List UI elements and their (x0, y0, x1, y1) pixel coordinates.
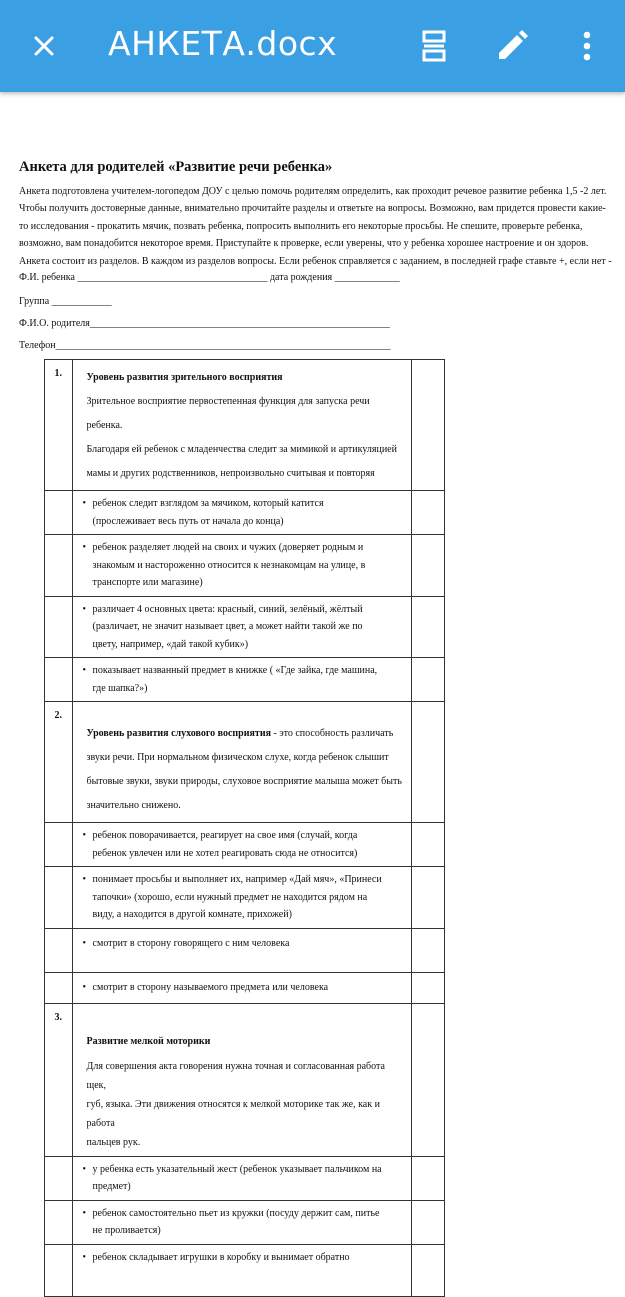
question-cell (72, 973, 412, 1004)
table-row (45, 596, 445, 658)
table-row (45, 823, 445, 867)
answer-cell[interactable] (412, 360, 445, 491)
bullet: • (82, 542, 87, 553)
parent-name-field: Ф.И.О. родителя____________________________________________________________ (19, 318, 390, 329)
question-cell (72, 1244, 412, 1297)
table-row (45, 1156, 445, 1200)
section-heading-line (87, 722, 404, 746)
question-line: транспорте или магазине) (92, 577, 203, 588)
answer-cell[interactable] (412, 658, 445, 702)
question-line: виду, а находится в другой комнате, прихожей) (92, 909, 292, 920)
intro-line: Чтобы получить достоверные данные, внимательно прочитайте разделы и ответьте на вопросы. Возможно, вам придется провести какие- (19, 203, 606, 215)
bullet: • (82, 937, 87, 949)
question-cell (72, 1200, 412, 1244)
section-heading: Уровень развития зрительного восприятия (86, 372, 283, 383)
section-row (45, 1003, 445, 1156)
section-heading-suffix: - это способность различать (271, 728, 394, 739)
section-heading: Уровень развития слухового восприятия (86, 728, 271, 739)
section-line: мамы и других родственников, непроизвольно считывая и повторяя (86, 468, 375, 479)
intro-line: Анкета состоит из разделов. В каждом из разделов вопросы. Если ребенок справляется с заданием, в последней графе ставьте +, если нет - (19, 255, 612, 267)
answer-cell[interactable] (412, 973, 445, 1004)
questionnaire-table (44, 359, 445, 1297)
answer-cell[interactable] (412, 596, 445, 658)
answer-cell[interactable] (412, 928, 445, 973)
question-line: ребенок складывает игрушки в коробку и вынимает обратно (92, 1251, 350, 1263)
bullet: • (82, 830, 87, 841)
table-row (45, 1244, 445, 1297)
question-cell (72, 535, 412, 597)
section-line: Для совершения акта говорения нужна точная и согласованная работа щек, (86, 1060, 385, 1091)
answer-cell[interactable] (412, 1244, 445, 1297)
number-cell (45, 535, 73, 597)
question-line: смотрит в сторону называемого предмета или человека (92, 982, 329, 993)
question-line: смотрит в сторону говорящего с ним человека (92, 937, 290, 949)
phone-field: Телефон___________________________________________________________________ (19, 340, 391, 351)
answer-cell[interactable] (412, 823, 445, 867)
answer-cell[interactable] (412, 1156, 445, 1200)
section-line: Благодаря ей ребенок с младенчества следит за мимикой и артикуляцией (86, 444, 397, 455)
bullet: • (82, 874, 87, 885)
section-number: 1. (45, 360, 73, 491)
bullet: • (82, 1207, 87, 1219)
bullet: • (82, 603, 87, 615)
number-cell (45, 928, 73, 973)
number-cell (45, 867, 73, 929)
question-cell (72, 823, 412, 867)
number-cell (45, 596, 73, 658)
section-description (72, 1003, 412, 1156)
question-line: понимает просьбы и выполняет их, например «Дай мяч», «Принеси (92, 874, 382, 885)
question-cell (72, 1156, 412, 1200)
section-description (72, 360, 412, 491)
question-line: у ребенка есть указательный жест (ребенок указывает пальчиком на (92, 1163, 382, 1175)
question-line: ребенок самостоятельно пьет из кружки (посуду держит сам, питье (92, 1207, 380, 1219)
number-cell (45, 823, 73, 867)
number-cell (45, 1244, 73, 1297)
reading-mode-icon[interactable] (414, 26, 454, 66)
table-row (45, 658, 445, 702)
edit-icon[interactable] (492, 26, 532, 66)
table-row (45, 867, 445, 929)
question-line: ребенок увлечен или не хотел реагировать сюда не относится) (92, 847, 358, 859)
section-row (45, 702, 445, 823)
group-field: Группа ____________ (19, 296, 112, 307)
question-cell (72, 596, 412, 658)
question-line: цвету, например, «дай такой кубик») (92, 638, 249, 650)
question-line: показывает названный предмет в книжке ( «Где зайка, где машина, (92, 665, 378, 676)
child-name-field: Ф.И. ребенка ______________________________________ дата рождения _____________ (19, 272, 400, 283)
document-page[interactable] (0, 92, 625, 1263)
number-cell (45, 491, 73, 535)
question-cell (72, 491, 412, 535)
question-line: (прослеживает весь путь от начала до конца) (92, 515, 284, 527)
question-line: (различает, не значит называет цвет, а может найти такой же по (92, 621, 363, 632)
section-number: 2. (45, 702, 73, 823)
section-line: пальцев рук. (86, 1136, 141, 1148)
question-line: тапочки» (хорошо, если нужный предмет не находится рядом на (92, 891, 368, 903)
answer-cell[interactable] (412, 491, 445, 535)
section-row (45, 360, 445, 491)
bullet: • (82, 498, 87, 509)
section-line: бытовые звуки, звуки природы, слуховое восприятие малыша может быть (86, 776, 402, 787)
intro-line: возможно, вам понадобится некоторое время. Приступайте к проверке, если уверены, что у ребенка хорошее настроение и он здоров. (19, 238, 589, 250)
section-line: звуки речи. При нормальном физическом слухе, когда ребенок слышит (86, 752, 389, 763)
bullet: • (82, 982, 87, 993)
section-line: Зрительное восприятие первостепенная функция для запуска речи ребенка. (86, 396, 370, 431)
question-line: различает 4 основных цвета: красный, синий, зелёный, жёлтый (92, 603, 363, 615)
question-line: ребенок поворачивается, реагирует на свое имя (случай, когда (92, 830, 358, 841)
table-row (45, 491, 445, 535)
number-cell (45, 973, 73, 1004)
answer-cell[interactable] (412, 867, 445, 929)
question-cell (72, 867, 412, 929)
question-cell (72, 658, 412, 702)
bullet: • (82, 665, 87, 676)
section-heading: Развитие мелкой моторики (86, 1035, 211, 1047)
section-number: 3. (45, 1003, 73, 1156)
section-line: губ, языка. Эти движения относятся к мелкой моторике так же, как и работа (86, 1098, 380, 1129)
intro-text (19, 183, 612, 270)
answer-cell[interactable] (412, 702, 445, 823)
number-cell (45, 1200, 73, 1244)
close-icon[interactable] (26, 28, 62, 64)
question-line: ребенок следит взглядом за мячиком, который катится (92, 498, 324, 509)
question-line: не проливается) (92, 1225, 161, 1236)
question-line: где шапка?») (92, 682, 148, 694)
table-row (45, 928, 445, 973)
question-line: предмет) (92, 1181, 131, 1192)
answer-cell[interactable] (412, 1003, 445, 1156)
bullet: • (82, 1163, 87, 1175)
question-cell (72, 928, 412, 973)
intro-line: то исследования - прокатить мячик, позвать ребенка, попросить выполнить его некоторые просьбы. Не спешите, проверьте ребенка, (19, 220, 583, 232)
question-line: ребенок разделяет людей на своих и чужих (доверяет родным и (92, 542, 364, 553)
number-cell (45, 1156, 73, 1200)
table-row (45, 535, 445, 597)
bullet: • (82, 1251, 87, 1263)
app-bar (0, 0, 625, 92)
answer-cell[interactable] (412, 1200, 445, 1244)
intro-line: Анкета подготовлена учителем-логопедом ДОУ с целью помочь родителям определить, как проходит речевое развитие ребенка 1,5 -2 лет. (19, 186, 607, 197)
table-row (45, 1200, 445, 1244)
question-line: знакомым и настороженно относится к незнакомцам на улице, в (92, 559, 366, 571)
more-options-icon[interactable] (567, 26, 607, 66)
number-cell (45, 658, 73, 702)
section-line: значительно снижено. (86, 800, 181, 811)
section-description (72, 702, 412, 823)
questionnaire-title: Анкета для родителей «Развитие речи ребенка» (19, 159, 333, 175)
document-title: АНКЕТА.docx (108, 24, 338, 63)
table-row (45, 973, 445, 1004)
answer-cell[interactable] (412, 535, 445, 597)
